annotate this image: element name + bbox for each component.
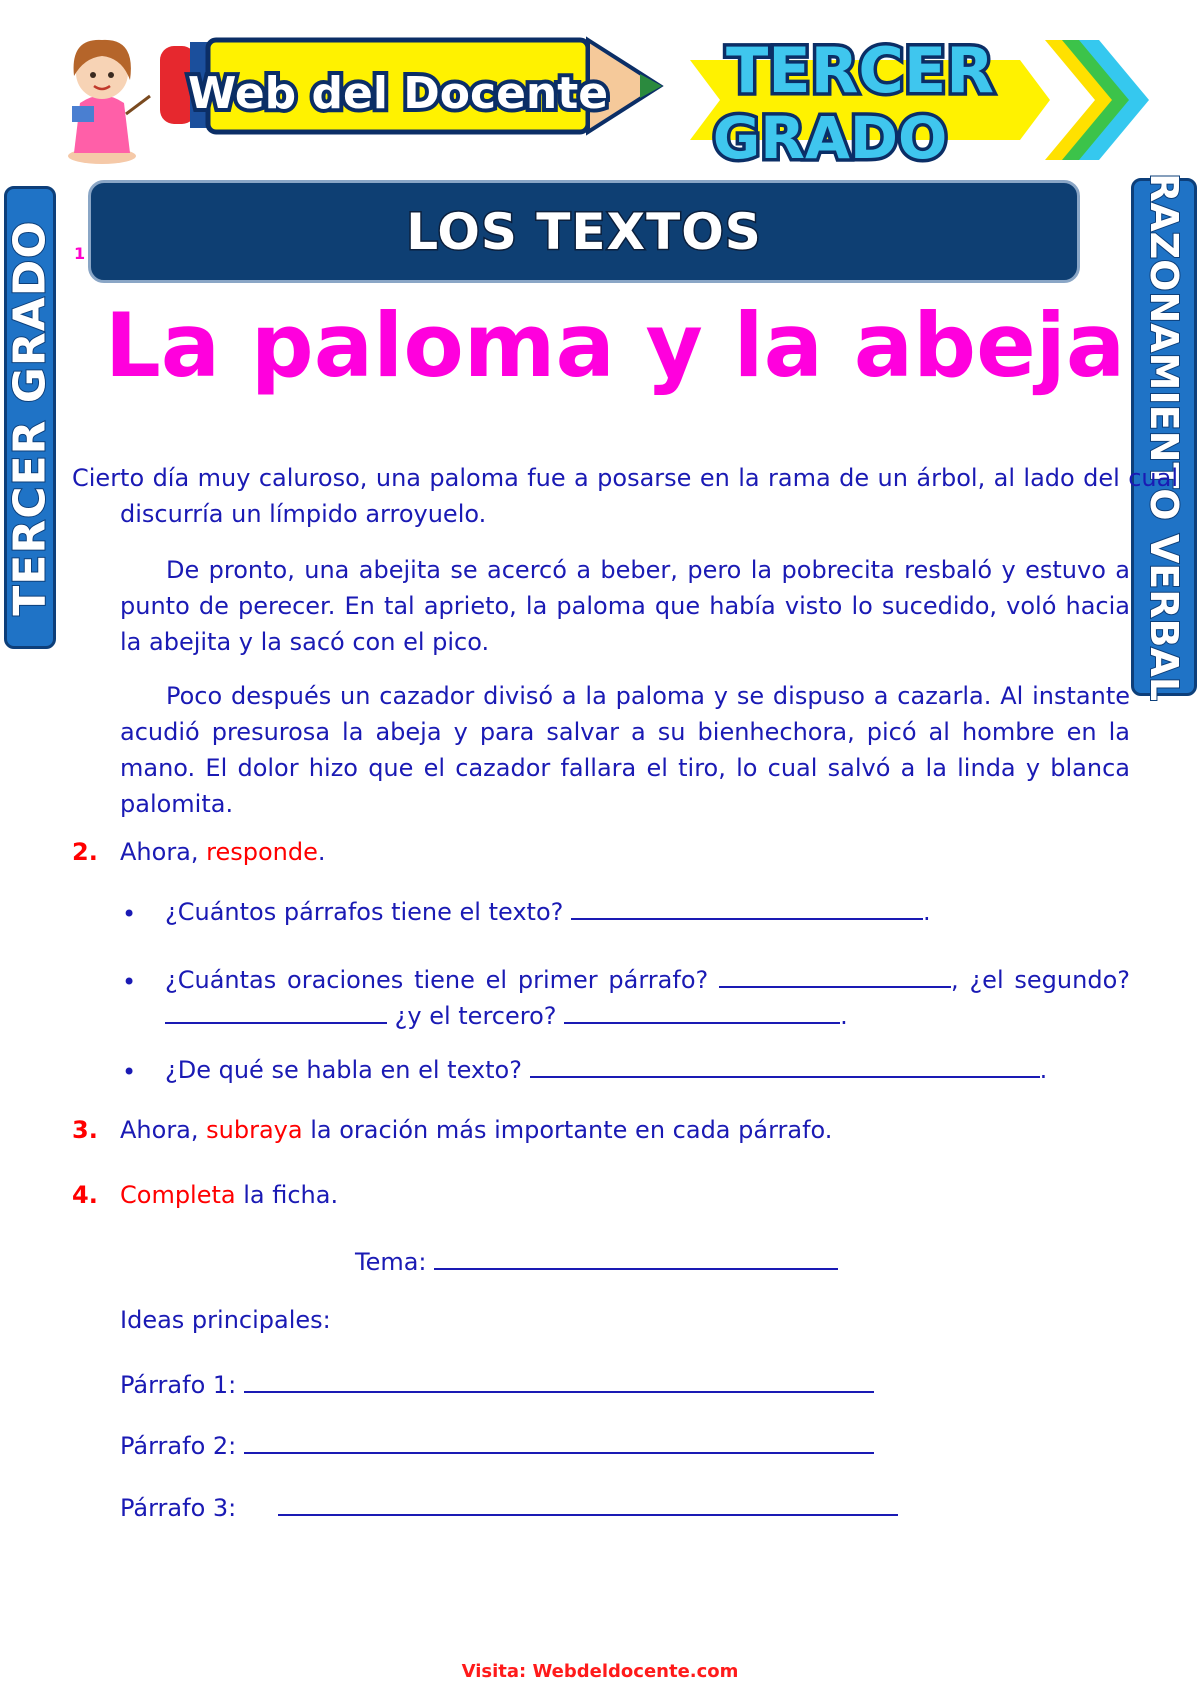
grade-line2: GRADO [712, 104, 948, 170]
tema-row [355, 1244, 838, 1276]
bullet-icon: • [122, 900, 137, 928]
question-3-number: 3. [72, 1116, 98, 1144]
question-3-keyword: subraya [206, 1116, 303, 1144]
question-2a [165, 894, 1130, 930]
parrafo-3-label: Párrafo 3: [120, 1494, 237, 1522]
question-2b-text-d: ¿y el tercero? [394, 1002, 557, 1030]
question-2b [165, 962, 1130, 1034]
question-2b-text-a: ¿Cuántas oraciones tiene el primer párrafo? [165, 966, 709, 994]
parrafo-3-row [120, 1490, 898, 1522]
footer-link[interactable]: Visita: Webdeldocente.com [461, 1661, 739, 1682]
ideas-principales-label: Ideas principales: [120, 1306, 331, 1334]
question-2a-end: . [923, 898, 931, 926]
section-header-bar [88, 180, 1080, 283]
question-4-keyword: Completa [120, 1181, 236, 1209]
story-title: La paloma y la abeja [104, 294, 1126, 397]
bullet-icon: • [122, 1058, 137, 1086]
right-banner-label: RAZONAMIENTO VERBAL [1142, 172, 1186, 702]
parrafo-3-blank[interactable] [278, 1490, 898, 1516]
answer-blank-2b-third[interactable] [564, 998, 840, 1024]
question-4-number: 4. [72, 1181, 98, 1209]
section-title: LOS TEXTOS [406, 202, 762, 261]
answer-blank-2a[interactable] [571, 894, 923, 920]
grade-line1: TERCER [726, 34, 994, 107]
parrafo-2-label: Párrafo 2: [120, 1432, 237, 1460]
web-del-docente-logo [50, 18, 700, 178]
question-3-lead: Ahora, [120, 1116, 207, 1144]
question-2c [165, 1052, 1130, 1088]
question-4-instruction [120, 1181, 338, 1209]
story-paragraph-3: Poco después un cazador divisó a la paloma y se dispuso a cazarla. Al instante acudió presurosa la abeja y para salvar a su bienhechora, picó al hombre en la mano. El dolor hizo que el cazador fallara el tiro, lo cual salvó a la linda y blanca palomita. [120, 682, 1130, 818]
answer-blank-2b-first[interactable] [719, 962, 951, 988]
question-2-number: 2. [72, 838, 98, 866]
question-2a-text: ¿Cuántos párrafos tiene el texto? [165, 898, 564, 926]
tercer-grado-badge [690, 20, 1170, 170]
question-2b-end: . [840, 1002, 848, 1030]
teacher-icon [68, 40, 150, 164]
question-2b-text-b: , ¿el [951, 966, 1004, 994]
tema-blank[interactable] [434, 1244, 838, 1270]
question-2-lead: Ahora, [120, 838, 207, 866]
parrafo-1-row [120, 1367, 874, 1399]
parrafo-1-label: Párrafo 1: [120, 1371, 237, 1399]
story-paragraph-1: Cierto día muy caluroso, una paloma fue a posarse en la rama de un árbol, al lado del cual discurría un límpido arroyuelo. [72, 464, 1178, 528]
logo-text: Web del Docente [187, 68, 609, 119]
question-4-rest: la ficha. [235, 1181, 339, 1209]
tema-label: Tema: [355, 1248, 427, 1276]
answer-blank-2b-second[interactable] [165, 998, 387, 1024]
item-number-1: 1 [74, 244, 86, 263]
answer-blank-2c[interactable] [530, 1052, 1040, 1078]
left-banner-label: TERCER GRADO [4, 219, 56, 616]
story-paragraph-2: De pronto, una abejita se acercó a beber, pero la pobrecita resbaló y estuvo a punto de perecer. En tal aprieto, la paloma que había visto lo sucedido, voló hacia la abejita y la sacó con el pico. [120, 556, 1130, 656]
question-2-instruction [120, 838, 326, 866]
question-2c-end: . [1039, 1056, 1048, 1084]
question-2-end: . [317, 838, 326, 866]
parrafo-2-row [120, 1428, 874, 1460]
parrafo-1-blank[interactable] [244, 1367, 874, 1393]
question-3-instruction [120, 1116, 832, 1144]
question-3-rest: la oración más importante en cada párrafo. [302, 1116, 833, 1144]
left-side-banner [4, 186, 56, 649]
question-2c-text: ¿De qué se habla en el texto? [165, 1056, 522, 1084]
question-2-keyword: responde [206, 838, 318, 866]
parrafo-2-blank[interactable] [244, 1428, 874, 1454]
right-side-banner [1131, 172, 1197, 702]
bullet-icon: • [122, 968, 137, 996]
question-2b-text-c: segundo? [1014, 966, 1130, 994]
